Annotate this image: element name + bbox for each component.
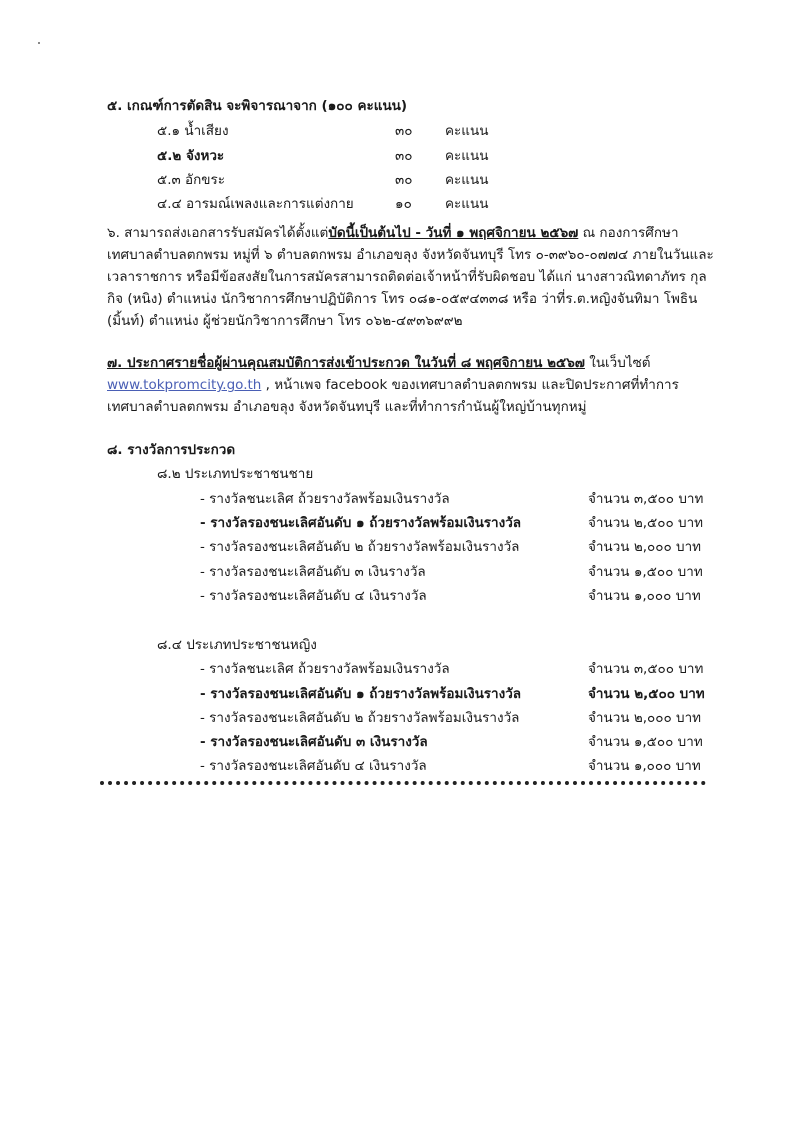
section7-heading: ๗. ประกาศรายชื่อผู้ผ่านคุณสมบัติการส่งเข้าประกวด ในวันที่ ๘ พฤศจิกายน ๒๕๖๗: [107, 355, 585, 371]
section7-text: , หน้าเพจ facebook ของเทศบาลตำบลตกพรม และปิดประกาศที่ทำการเทศบาลตำบลตกพรม อำเภอขลุง จังหวัดจันทบุรี และที่ทำการกำนันผู้ใหญ่บ้านทุกหมู่: [107, 377, 679, 415]
prize-label: - รางวัลรองชนะเลิศอันดับ ๑ ถ้วยรางวัลพร้อมเงินรางวัล: [200, 686, 522, 702]
criteria-label: ๕.๓ อักขระ: [157, 172, 226, 188]
prize-amount: จำนวน ๒,๕๐๐ บาท: [588, 515, 704, 531]
prize-amount: จำนวน ๒,๐๐๐ บาท: [588, 539, 702, 555]
section6-text: ณ กองการศึกษาเทศบาลตำบลตกพรม หมู่ที่ ๖ ตำบลตกพรม อำเภอขลุง จังหวัดจันทบุรี โทร ๐-๓๙๖๐-๐๗๗๔ ภายในวันและเวลาราชการ หรือมีข้อสงสัยในการสมัครสามารถติดต่อเจ้าหน้าที่รับผิดชอบ ได้แก่ นางสาวณิทดาภัทร กุลกิจ (หนิง) ตำแหน่ง นักวิชาการศึกษาปฏิบัติการ โทร ๐๘๑-๐๕๙๔๓๓๘ หรือ ว่าที่ร.ต.หญิงจันทิมา โพธิน (มิ้นท์) ตำแหน่ง ผู้ช่วยนักวิชาการศึกษา โทร ๐๖๒-๔๙๓๖๙๙๒: [107, 225, 714, 329]
prize-amount: จำนวน ๑,๕๐๐ บาท: [588, 734, 703, 750]
website-link[interactable]: www.tokpromcity.go.th: [107, 377, 262, 393]
criteria-score: ๓๐: [395, 172, 413, 188]
criteria-unit: คะแนน: [445, 148, 489, 164]
criteria-score: ๓๐: [395, 148, 413, 164]
criteria-score: ๑๐: [395, 196, 412, 212]
prize-label: - รางวัลรองชนะเลิศอันดับ ๔ เงินรางวัล: [200, 588, 427, 604]
criteria-label: ๕.๑ น้ำเสียง: [157, 123, 229, 139]
prize-label: - รางวัลชนะเลิศ ถ้วยรางวัลพร้อมเงินรางวัล: [200, 661, 450, 677]
prize-label: - รางวัลรองชนะเลิศอันดับ ๓ เงินรางวัล: [200, 734, 428, 750]
section5-heading: ๕. เกณฑ์การตัดสิน จะพิจารณาจาก (๑๐๐ คะแนน): [107, 98, 408, 114]
dotted-divider: [100, 781, 706, 785]
criteria-label: ๕.๒ จังหวะ: [157, 148, 225, 164]
prize-amount: จำนวน ๑,๐๐๐ บาท: [588, 758, 701, 774]
section6-date: บัดนี้เป็นต้นไป - วันที่ ๑ พฤศจิกายน ๒๕๖๗: [328, 225, 579, 241]
prize-amount: จำนวน ๓,๕๐๐ บาท: [588, 661, 704, 677]
prize-label: - รางวัลรองชนะเลิศอันดับ ๒ ถ้วยรางวัลพร้อมเงินรางวัล: [200, 710, 520, 726]
criteria-unit: คะแนน: [445, 123, 489, 139]
criteria-label: ๔.๔ อารมณ์เพลงและการแต่งกาย: [157, 196, 354, 212]
criteria-unit: คะแนน: [445, 172, 489, 188]
section8-heading: ๘. รางวัลการประกวด: [107, 442, 236, 458]
prize-amount: จำนวน ๑,๐๐๐ บาท: [588, 588, 701, 604]
men-category-title: ๘.๒ ประเภทประชาชนชาย: [157, 466, 314, 482]
prize-amount: จำนวน ๓,๕๐๐ บาท: [588, 491, 704, 507]
section6-paragraph: [107, 222, 715, 332]
prize-label: - รางวัลรองชนะเลิศอันดับ ๒ ถ้วยรางวัลพร้อมเงินรางวัล: [200, 539, 520, 555]
women-category-title: ๘.๔ ประเภทประชาชนหญิง: [157, 637, 317, 653]
section7-paragraph: [107, 352, 715, 418]
section6-prefix: ๖. สามารถส่งเอกสารรับสมัครได้ตั้งแต่: [107, 225, 329, 241]
prize-label: - รางวัลชนะเลิศ ถ้วยรางวัลพร้อมเงินรางวัล: [200, 491, 450, 507]
criteria-score: ๓๐: [395, 123, 413, 139]
prize-label: - รางวัลรองชนะเลิศอันดับ ๓ เงินรางวัล: [200, 564, 426, 580]
scan-speck: [38, 42, 40, 44]
section7-after-heading: ในเว็บไซต์: [584, 355, 651, 371]
prize-amount: จำนวน ๑,๕๐๐ บาท: [588, 564, 703, 580]
prize-amount: จำนวน ๒,๕๐๐ บาท: [588, 686, 705, 702]
prize-amount: จำนวน ๒,๐๐๐ บาท: [588, 710, 702, 726]
prize-label: - รางวัลรองชนะเลิศอันดับ ๑ ถ้วยรางวัลพร้อมเงินรางวัล: [200, 515, 522, 531]
criteria-unit: คะแนน: [445, 196, 489, 212]
prize-label: - รางวัลรองชนะเลิศอันดับ ๔ เงินรางวัล: [200, 758, 427, 774]
